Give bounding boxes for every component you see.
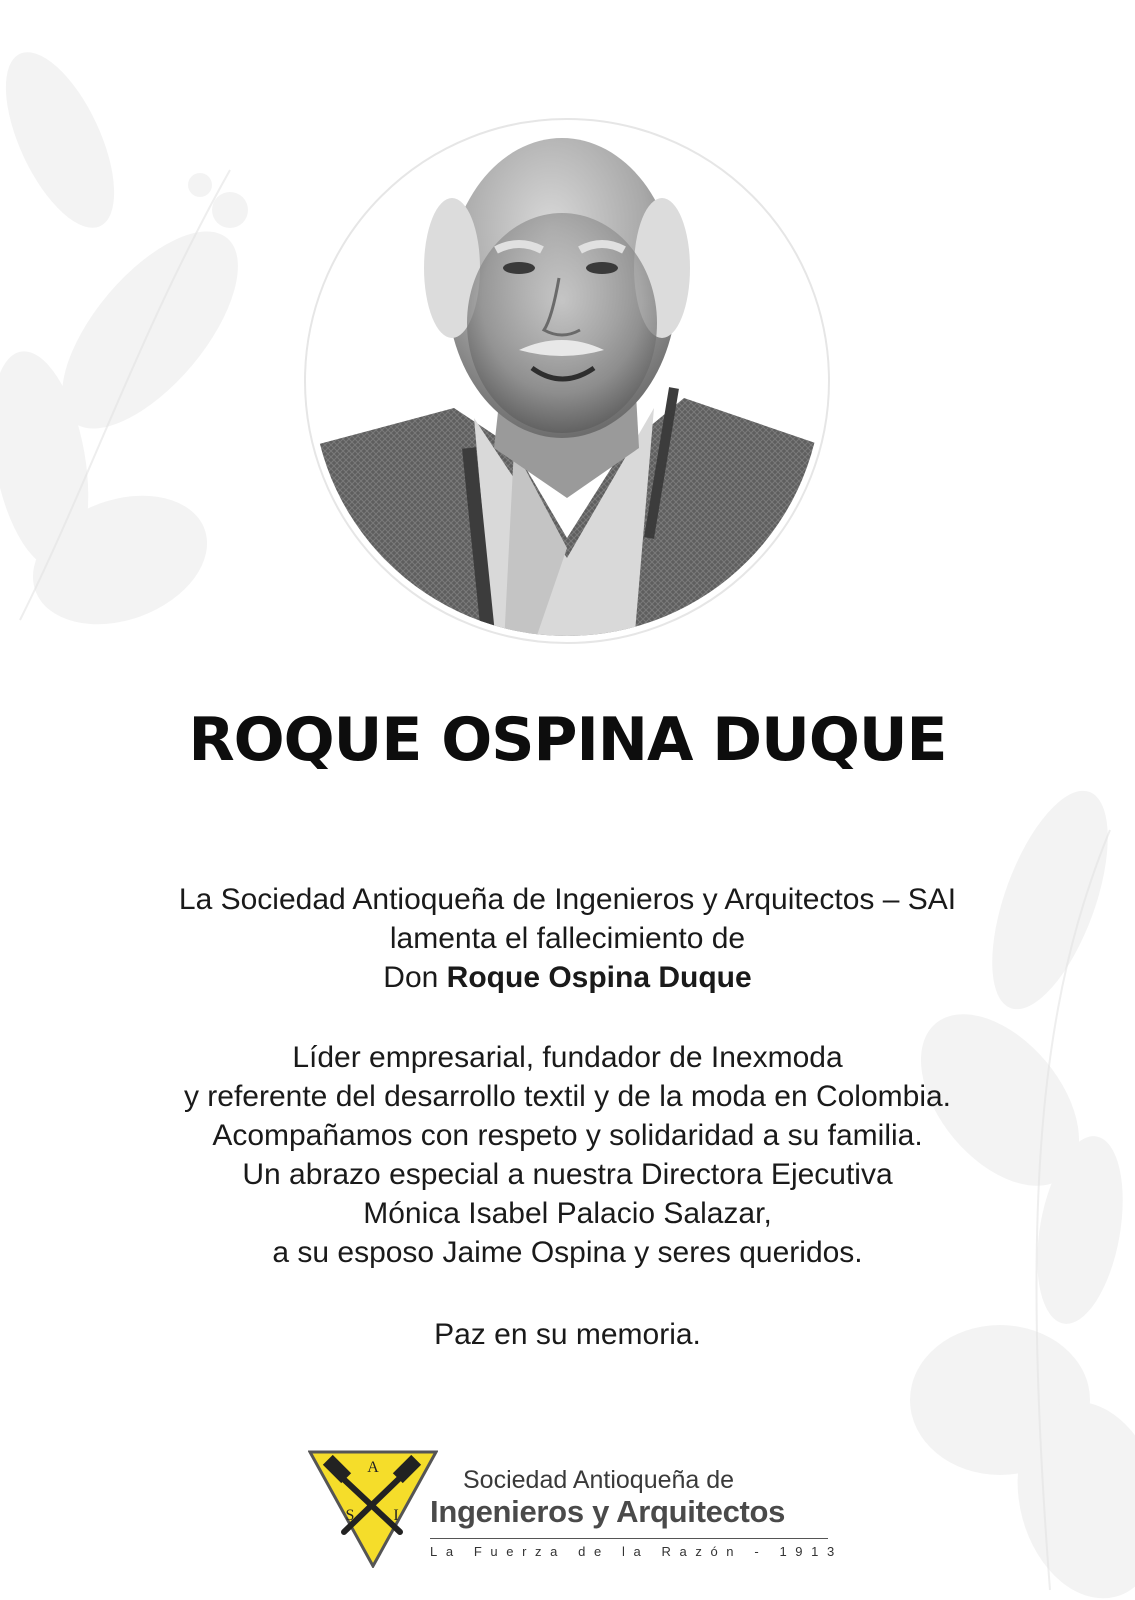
tribute-line: Mónica Isabel Palacio Salazar, (363, 1197, 772, 1230)
announcement-line-1: La Sociedad Antioqueña de Ingenieros y Arquitectos – SAI (178, 883, 957, 916)
sai-logo (308, 1450, 843, 1575)
announcement-bold-name: Roque Ospina Duque (446, 961, 752, 994)
tribute-line: Un abrazo especial a nuestra Directora Ejecutiva (242, 1158, 893, 1191)
sai-triangle-emblem-icon (308, 1450, 438, 1568)
logo-line-1: Sociedad Antioqueña de (463, 1466, 735, 1494)
announcement-block (0, 880, 1135, 997)
announcement-prefix: Don (383, 961, 447, 994)
logo-letter-a: A (367, 1459, 379, 1476)
logo-letter-s: S (345, 1507, 355, 1524)
tribute-line: a su esposo Jaime Ospina y seres queridos. (272, 1236, 863, 1269)
announcement-line-3 (0, 958, 1135, 997)
tribute-block (0, 1038, 1135, 1272)
announcement-line-2: lamenta el fallecimiento de (389, 922, 746, 955)
logo-tagline: La Fuerza de la Razón - 1913 (430, 1544, 843, 1559)
tribute-line: y referente del desarrollo textil y de la moda en Colombia. (183, 1080, 952, 1113)
tribute-line: Líder empresarial, fundador de Inexmoda (292, 1041, 843, 1074)
closing-text: Paz en su memoria. (434, 1318, 701, 1351)
logo-divider (430, 1538, 828, 1539)
portrait-photo (304, 118, 830, 644)
logo-line-2: Ingenieros y Arquitectos (430, 1494, 786, 1529)
logo-letter-i: I (393, 1507, 399, 1524)
tribute-line: Acompañamos con respeto y solidaridad a su familia. (212, 1119, 923, 1152)
deceased-name-heading: ROQUE OSPINA DUQUE (188, 705, 947, 775)
